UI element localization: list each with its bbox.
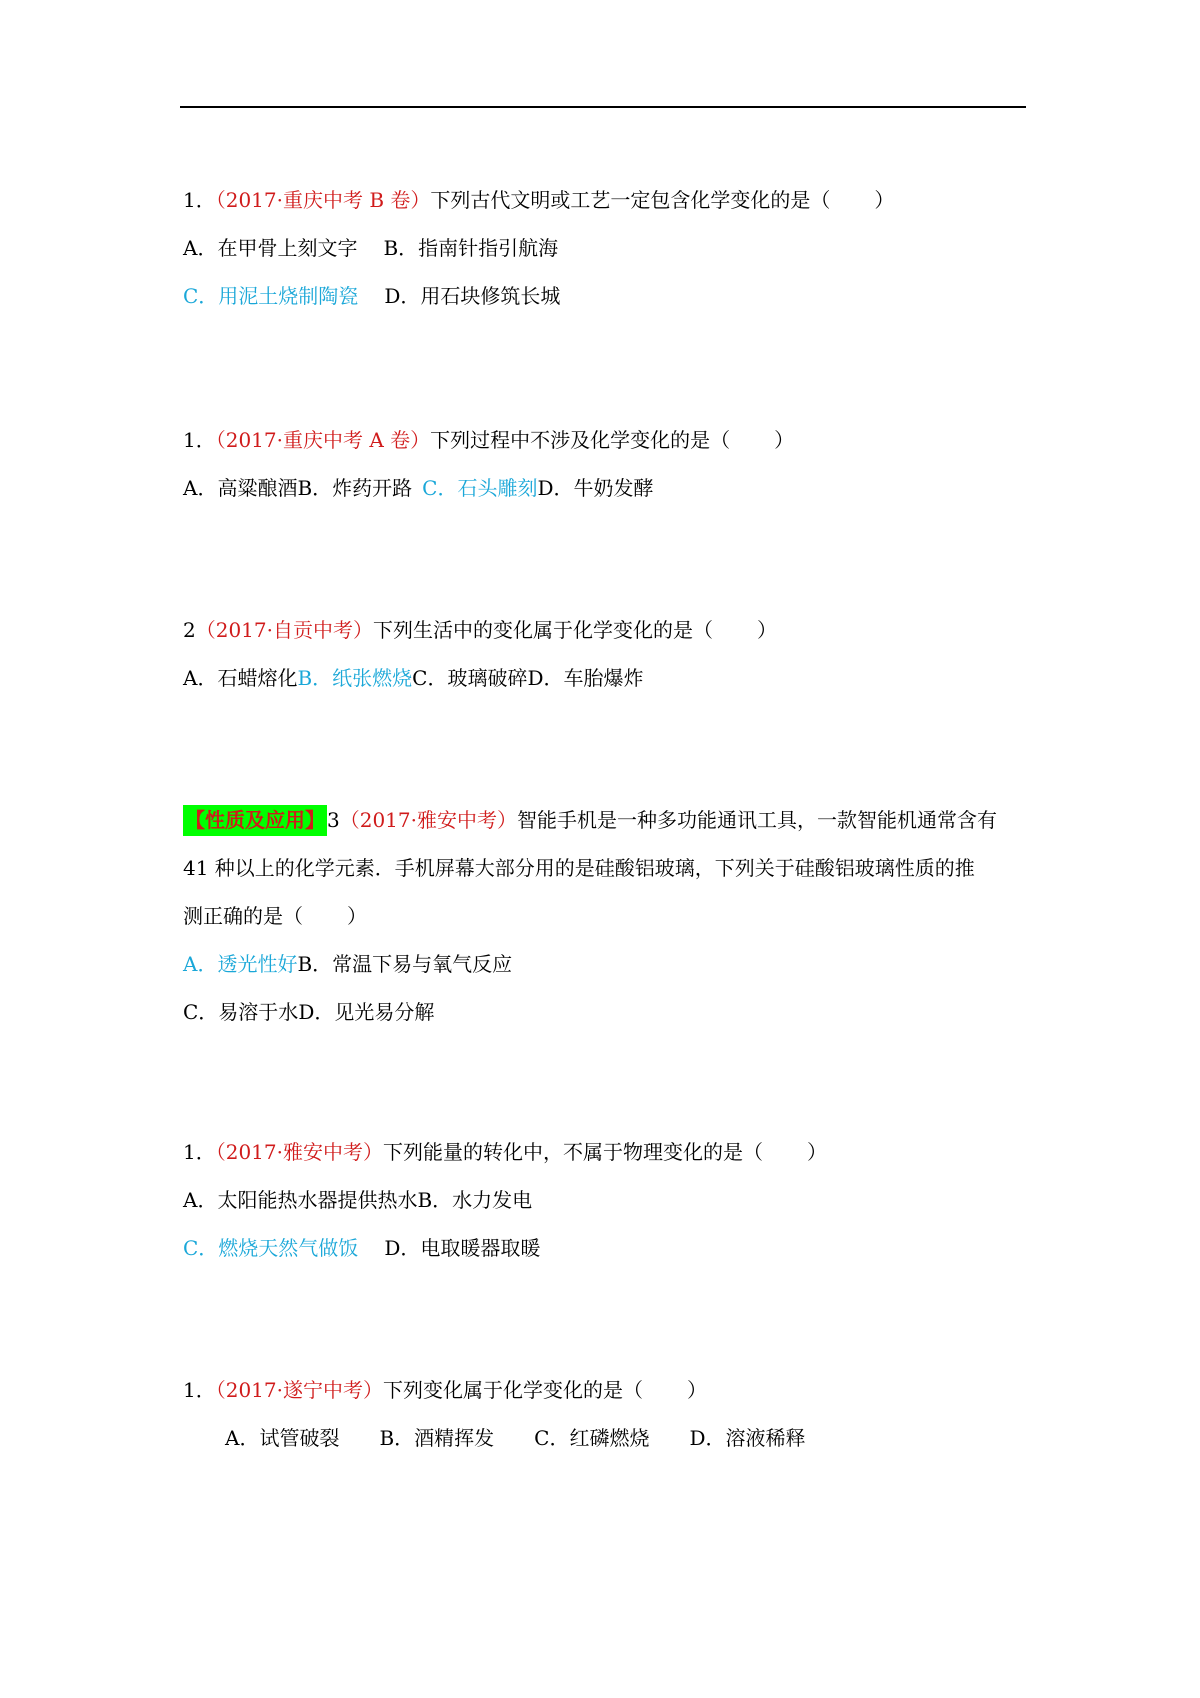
option-a: A．在甲骨上刻文字 [183, 236, 358, 260]
question-4-stem-line-3 [183, 902, 367, 930]
question-stem: 智能手机是一种多功能通讯工具，一款智能机通常含有 [517, 808, 997, 832]
stem-close-paren: ） [757, 618, 777, 642]
question-source: （2017·遂宁中考） [215, 1378, 383, 1402]
question-source: （2017·雅安中考） [339, 808, 517, 832]
question-4-options-row-2 [183, 998, 434, 1026]
question-stem: 测正确的是（ [183, 904, 303, 928]
option-b-answer: B．纸张燃烧 [297, 666, 413, 690]
option-b: B．指南针指引航海 [383, 236, 559, 260]
question-stem: 下列变化属于化学变化的是（ [383, 1378, 643, 1402]
option-c: C．易溶于水 [183, 1000, 299, 1024]
question-stem: 下列生活中的变化属于化学变化的是（ [373, 618, 713, 642]
question-6-stem [183, 1376, 707, 1404]
option-d: D．用石块修筑长城 [384, 284, 561, 308]
option-c-answer: C．燃烧天然气做饭 [183, 1236, 359, 1260]
question-source: （2017·重庆中考 B 卷） [215, 188, 431, 212]
question-2-options [183, 474, 654, 502]
option-a: A．石蜡熔化 [183, 666, 298, 690]
question-5-options-row-1 [183, 1186, 532, 1214]
option-b: B．水力发电 [417, 1188, 533, 1212]
question-number: 3 [327, 808, 340, 832]
question-number: 1． [183, 188, 216, 212]
option-a: A．试管破裂 [225, 1426, 340, 1450]
question-stem: 下列古代文明或工艺一定包含化学变化的是（ [430, 188, 831, 212]
question-6-options [225, 1424, 806, 1452]
stem-close-paren: ） [874, 188, 895, 212]
question-number: 1． [183, 1378, 216, 1402]
question-3-stem [183, 616, 777, 644]
question-5-options-row-2 [183, 1234, 540, 1262]
question-5-stem [183, 1138, 827, 1166]
stem-close-paren: ） [807, 1140, 827, 1164]
option-a: A．高粱酿酒 [183, 476, 298, 500]
question-3-options [183, 664, 644, 692]
question-number: 2 [183, 618, 196, 642]
question-2-stem [183, 426, 794, 454]
option-a: A．太阳能热水器提供热水 [183, 1188, 418, 1212]
option-d: D．见光易分解 [298, 1000, 435, 1024]
question-1-stem [183, 186, 894, 214]
header-rule [180, 106, 1026, 108]
question-source: （2017·雅安中考） [215, 1140, 383, 1164]
question-stem: 下列过程中不涉及化学变化的是（ [430, 428, 731, 452]
question-number: 1． [183, 1140, 216, 1164]
question-1-options-row-1 [183, 234, 558, 262]
option-c: C．红磷燃烧 [534, 1426, 650, 1450]
question-4-stem-line-2 [183, 854, 975, 882]
stem-close-paren: ） [347, 904, 367, 928]
question-source: （2017·自贡中考） [195, 618, 373, 642]
option-a-answer: A．透光性好 [183, 952, 298, 976]
question-stem: 下列能量的转化中，不属于物理变化的是（ [383, 1140, 763, 1164]
option-d: D．电取暖器取暖 [384, 1236, 541, 1260]
topic-tag: 【性质及应用】 [183, 805, 327, 836]
question-source: （2017·重庆中考 A 卷） [215, 428, 431, 452]
question-4-stem-line-1 [183, 806, 997, 834]
question-number: 1． [183, 428, 216, 452]
option-b: B．酒精挥发 [379, 1426, 495, 1450]
option-c-answer: C．用泥土烧制陶瓷 [183, 284, 359, 308]
question-4-options-row-1 [183, 950, 512, 978]
stem-close-paren: ） [687, 1378, 707, 1402]
option-d: D．牛奶发酵 [537, 476, 654, 500]
option-c-answer: C．石头雕刻 [422, 476, 538, 500]
stem-close-paren: ） [774, 428, 795, 452]
option-d: D．溶液稀释 [689, 1426, 806, 1450]
option-d: D．车胎爆炸 [527, 666, 644, 690]
question-stem: 41 种以上的化学元素．手机屏幕大部分用的是硅酸铝玻璃，下列关于硅酸铝玻璃性质的推 [183, 856, 975, 880]
option-b: B．常温下易与氧气反应 [297, 952, 513, 976]
option-b: B．炸药开路 [297, 476, 413, 500]
question-1-options-row-2 [183, 282, 560, 310]
option-c: C．玻璃破碎 [412, 666, 528, 690]
